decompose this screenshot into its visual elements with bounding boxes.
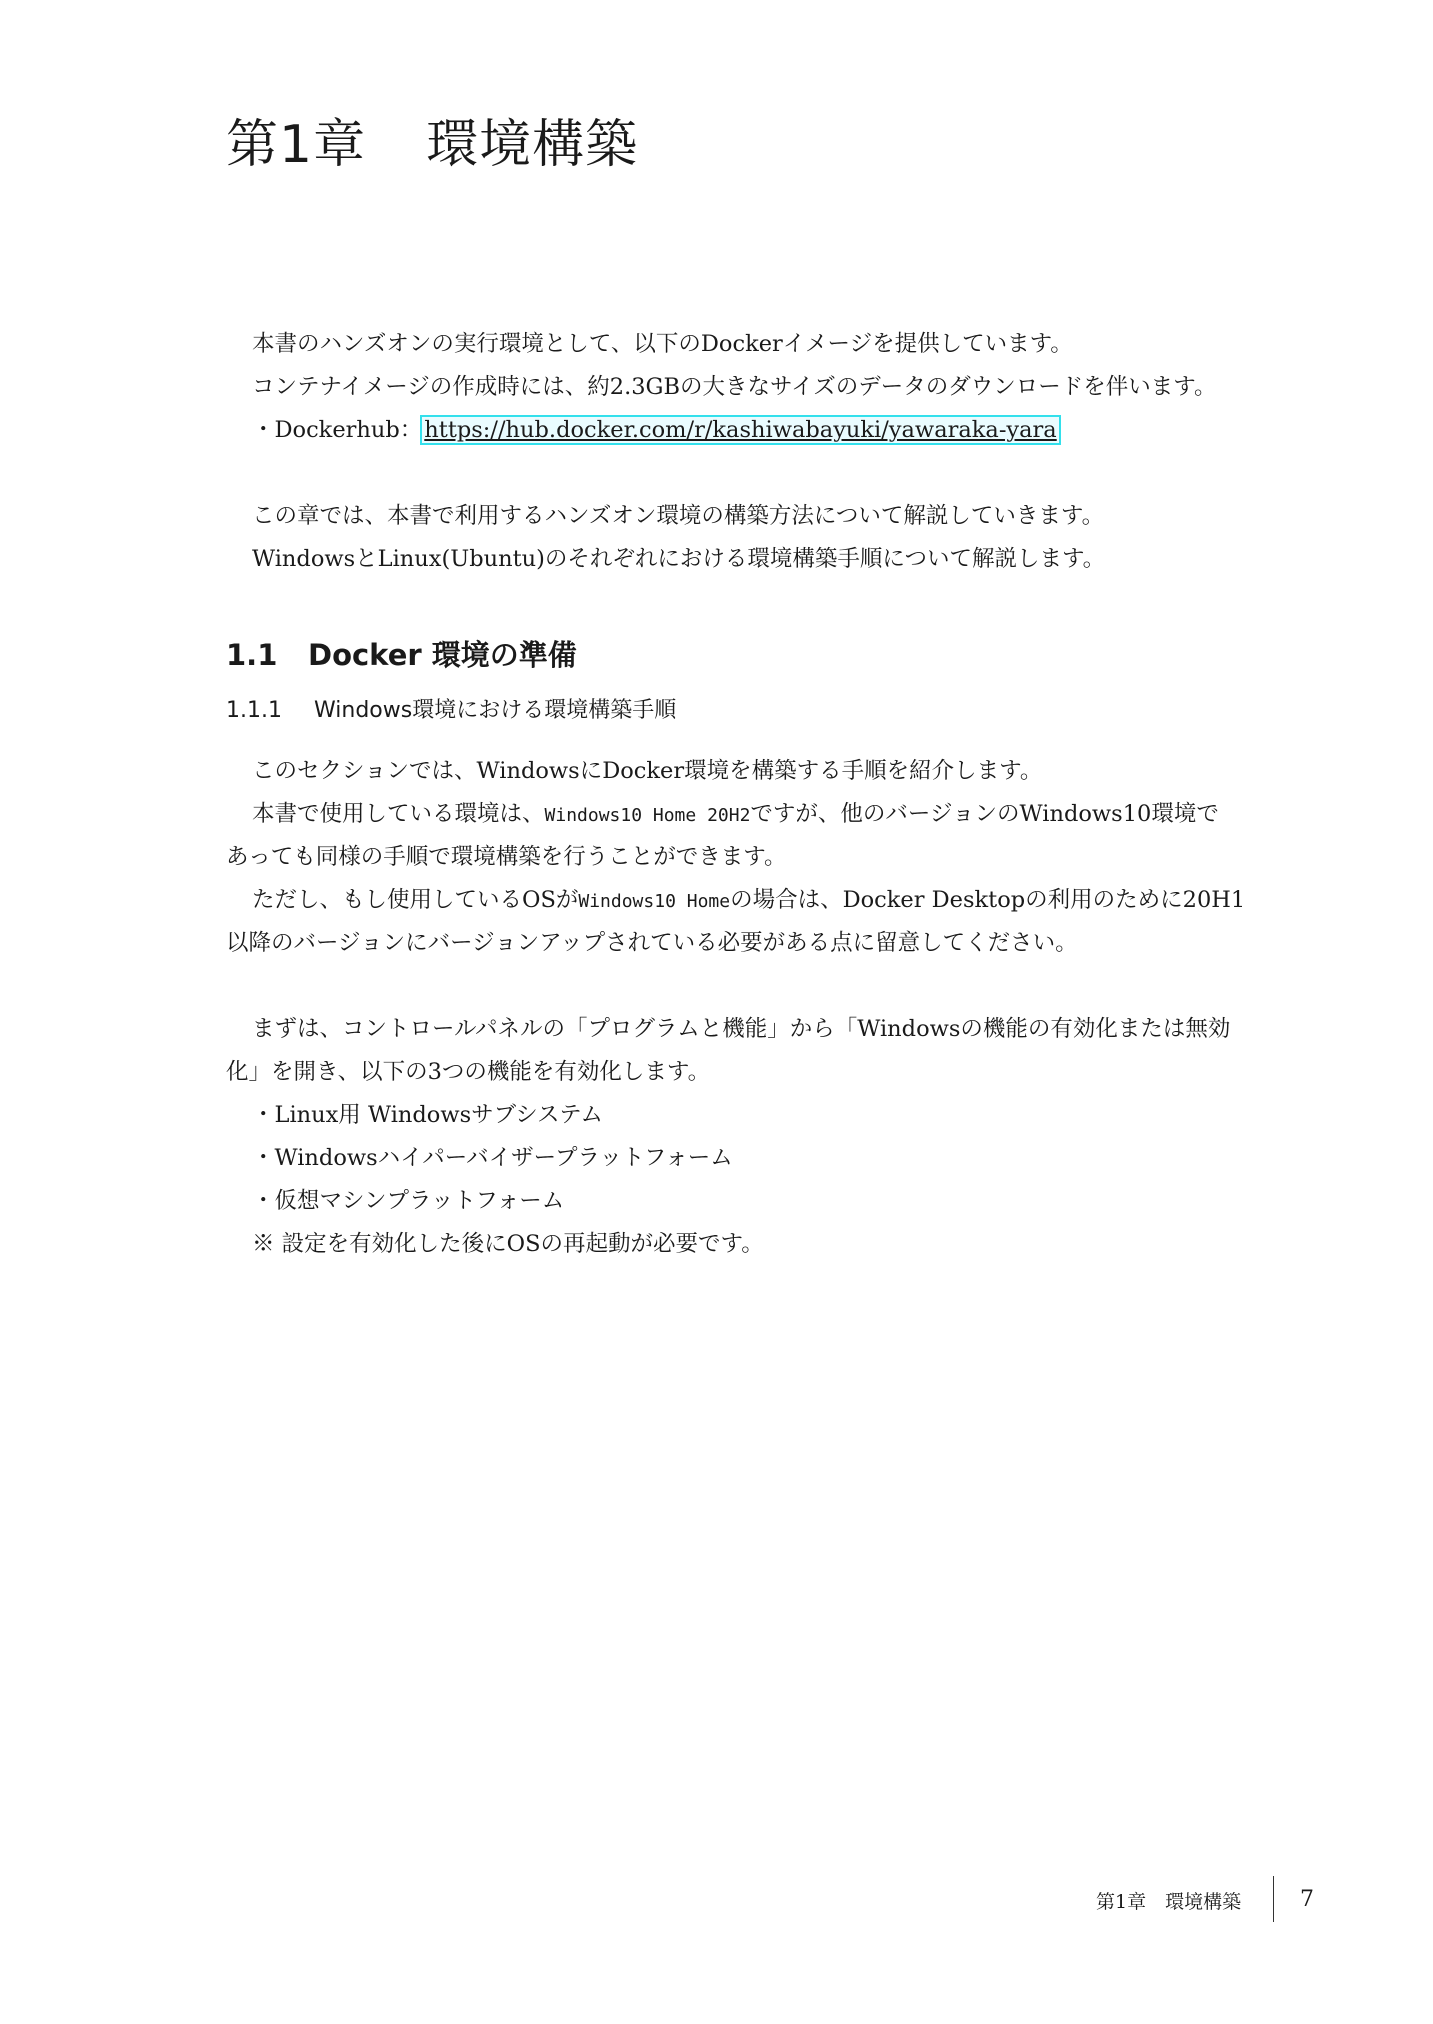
- body-paragraph-3-line-2: 以降のバージョンにバージョンアップされている必要がある点に留意してください。: [226, 930, 1078, 956]
- chapter-title: [226, 110, 638, 180]
- body-paragraph-4-line-1: まずは、コントロールパネルの「プログラムと機能」から「Windowsの機能の有効化または無効: [252, 1016, 1231, 1042]
- subsection-number: 1.1.1: [226, 698, 282, 723]
- dockerhub-link[interactable]: https://hub.docker.com/r/kashiwabayuki/yawaraka-yara: [424, 417, 1057, 443]
- body-paragraph-2-line-1: [226, 793, 1321, 837]
- chapter-number-label: 第1章: [226, 115, 367, 175]
- dockerhub-label: ・Dockerhub：: [252, 417, 423, 443]
- intro-paragraph-4: WindowsとLinux(Ubuntu)のそれぞれにおける環境構築手順について解説します。: [252, 546, 1106, 572]
- body-paragraph-1: このセクションでは、WindowsにDocker環境を構築する手順を紹介します。: [252, 758, 1043, 784]
- section-title: Docker 環境の準備: [308, 638, 577, 672]
- dockerhub-line: [226, 409, 1321, 452]
- body-paragraph-3-text-a: ただし、もし使用しているOSが: [252, 887, 579, 913]
- subsection-heading: [226, 692, 676, 730]
- feature-list-item: ・仮想マシンプラットフォーム: [252, 1188, 565, 1214]
- intro-paragraph-3: この章では、本書で利用するハンズオン環境の構築方法について解説していきます。: [252, 503, 1105, 529]
- body-paragraph-2-text-b: ですが、他のバージョンのWindows10環境で: [750, 801, 1219, 827]
- body-paragraph-3-text-b: の場合は、Docker Desktopの利用のために20H1: [730, 887, 1246, 913]
- intro-paragraph-1: 本書のハンズオンの実行環境として、以下のDockerイメージを提供しています。: [252, 331, 1073, 357]
- running-footer-title: 第1章 環境構築: [1096, 1891, 1242, 1913]
- body-paragraph-2-text-a: 本書で使用している環境は、: [252, 801, 545, 827]
- inline-code-windows-version: Windows10 Home 20H2: [544, 805, 751, 826]
- section-heading: [226, 632, 577, 678]
- page-number: 7: [1300, 1887, 1314, 1912]
- feature-list-item: ・Linux用 Windowsサブシステム: [252, 1102, 603, 1128]
- body-paragraph-2-line-2: あっても同様の手順で環境構築を行うことができます。: [226, 844, 787, 870]
- chapter-title-text: 環境構築: [426, 115, 639, 175]
- subsection-title: Windows環境における環境構築手順: [314, 698, 677, 723]
- inline-code-windows-home: Windows10 Home: [578, 891, 731, 912]
- section-number: 1.1: [226, 638, 278, 672]
- intro-paragraph-2: コンテナイメージの作成時には、約2.3GBの大きなサイズのデータのダウンロードを伴います。: [252, 374, 1217, 400]
- restart-note: ※ 設定を有効化した後にOSの再起動が必要です。: [252, 1231, 764, 1257]
- body-paragraph-3-line-1: [226, 879, 1321, 923]
- footer-divider: [1273, 1876, 1274, 1922]
- body-paragraph-4-line-2: 化」を開き、以下の3つの機能を有効化します。: [226, 1059, 711, 1085]
- feature-list-item: ・Windowsハイパーバイザープラットフォーム: [252, 1145, 733, 1171]
